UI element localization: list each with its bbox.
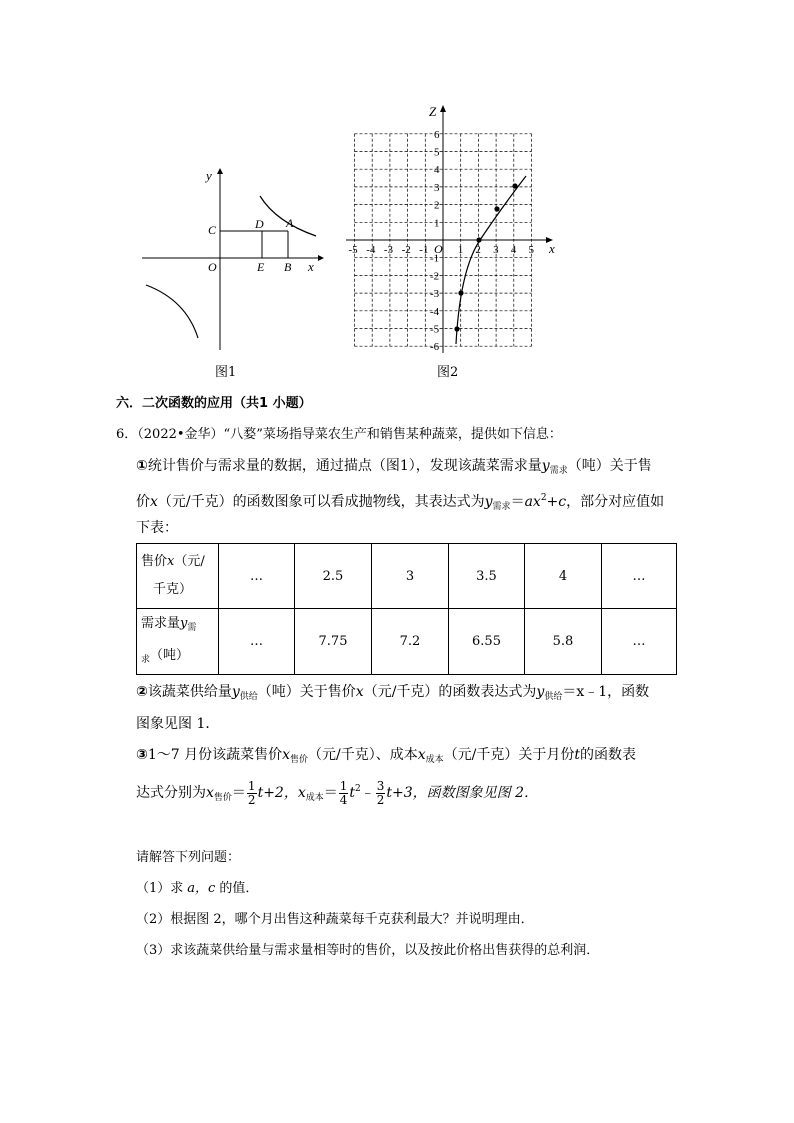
fig1-hyperbola-lower	[146, 285, 198, 338]
item2-line2: 图象见图 1．	[136, 716, 220, 732]
term-c: +c	[546, 494, 567, 510]
z-tick-label: -6	[430, 341, 440, 354]
z-tick-label: 1	[434, 217, 440, 230]
table-cell: …	[602, 609, 677, 675]
var-y: y	[180, 615, 188, 631]
question-2: （2）根据图 2，哪个月出售这种蔬菜每千克获利最大？并说明理由．	[136, 912, 534, 927]
z-tick-label: -4	[430, 305, 440, 318]
equation: ＝x﹣1	[562, 684, 608, 700]
fig1-x-arrow-icon	[318, 255, 324, 261]
fraction	[376, 780, 386, 807]
equals: ＝	[323, 785, 338, 801]
subscript: 售价	[290, 755, 309, 765]
z-tick-label: -1	[430, 252, 440, 265]
numerator: 3	[376, 778, 385, 793]
item3-text: 的函数表	[580, 747, 637, 763]
subscript: 供给	[544, 692, 563, 702]
item1-text: （元/千克）的函数图象可以看成抛物线，其表达式为	[157, 494, 485, 510]
item2-text: ，函数	[607, 684, 650, 700]
fig2-label-x: x	[549, 241, 555, 256]
table-row	[137, 544, 677, 609]
problem-number: 6．	[116, 427, 138, 442]
subscript: 成本	[305, 793, 324, 803]
item1-text: 价	[136, 494, 150, 510]
problem-intro: “八婺”菜场指导菜农生产和销售某种蔬菜，提供如下信息：	[223, 427, 562, 442]
fig1-caption: 图1	[215, 365, 237, 380]
fig2-z-arrow-icon	[440, 105, 446, 112]
item2-text: （元/千克）的函数表达式为	[363, 684, 537, 700]
superscript: 2	[540, 493, 547, 503]
fraction	[247, 780, 257, 807]
z-tick-label: -3	[430, 288, 440, 301]
equals: ＝	[510, 494, 525, 510]
subscript: 求	[141, 654, 151, 665]
fig1-y-arrow-icon	[217, 168, 223, 174]
item1-text: ，部分对应值如	[566, 494, 665, 510]
figure-2	[340, 100, 570, 360]
var-x: x	[297, 785, 306, 801]
subscript: 供给	[239, 692, 258, 702]
table-header-cell	[137, 544, 219, 609]
var-x: x	[282, 747, 291, 763]
x-tick-label: 4	[510, 244, 517, 256]
var-t: t	[574, 747, 581, 763]
item1-line2	[136, 488, 664, 517]
problem-header	[116, 425, 562, 445]
subscript: 成本	[425, 755, 444, 765]
z-tick-label: 3	[434, 181, 440, 194]
var-y: y	[484, 494, 493, 510]
x-tick-label: -1	[419, 244, 429, 256]
var-y: y	[536, 684, 545, 700]
fraction	[339, 780, 349, 807]
subscript: 售价	[213, 793, 232, 803]
z-tick-label: 2	[434, 199, 440, 212]
z-tick-label: -2	[430, 270, 440, 283]
z-tick-label: 4	[434, 164, 440, 177]
fig2-caption: 图2	[437, 365, 459, 380]
fig2-label-origin: O	[434, 242, 443, 256]
var-x: x	[355, 684, 364, 700]
numerator: 1	[247, 778, 256, 793]
item3-text: 达式分别为	[136, 785, 206, 801]
var-x: x	[167, 554, 175, 569]
item3-text: （元/千克）、成本	[308, 747, 418, 763]
table-row	[137, 609, 677, 675]
item1-text: 统计售价与需求量的数据，通过描点（图1），发现该蔬菜需求量	[147, 458, 542, 474]
table-cell: …	[219, 544, 295, 609]
subscript: 需求	[549, 466, 568, 476]
denominator: 2	[376, 792, 385, 807]
header-text: 需求量	[141, 615, 181, 631]
question-text: （1）求	[136, 881, 184, 896]
fig2-label-z: Z	[429, 104, 437, 119]
fig1-label-y: y	[206, 168, 212, 183]
superscript: 2	[355, 784, 361, 794]
fig2-z-ticks	[430, 129, 440, 353]
header-text: 千克）	[153, 582, 193, 597]
x-tick-label: 3	[493, 244, 499, 256]
header-text: 售价	[141, 554, 168, 569]
header-text: （吨）	[150, 647, 190, 663]
x-tick-label: -2	[401, 244, 411, 256]
fig1-label-o: O	[208, 260, 217, 274]
x-tick-label: 5	[528, 244, 534, 256]
term-ax: ax	[524, 494, 541, 510]
minus: ﹣	[360, 785, 375, 801]
question-text: 的值．	[219, 881, 259, 896]
item2-marker: ②	[136, 684, 148, 700]
equals: ＝	[231, 785, 246, 801]
data-table	[136, 543, 677, 675]
figure-1	[138, 160, 328, 360]
x-tick-label: -5	[348, 244, 358, 256]
table-cell: …	[219, 609, 295, 675]
x-tick-label: 2	[475, 244, 481, 256]
item3-line1	[136, 745, 636, 770]
fig1-label-d: D	[255, 217, 264, 231]
z-tick-label: 6	[434, 128, 440, 141]
question-vars: a，c	[187, 881, 216, 896]
x-tick-label: -4	[366, 244, 376, 256]
var-t: t	[349, 785, 356, 801]
table-cell: …	[602, 544, 677, 609]
table-cell: 7.2	[372, 609, 449, 675]
var-y: y	[231, 684, 240, 700]
problem-source: （2022•金华）	[137, 427, 224, 442]
item2-text: （吨）关于售价	[257, 684, 356, 700]
fig1-label-e: E	[257, 260, 265, 274]
fig2-point	[476, 237, 481, 242]
item1-text: （吨）关于售	[567, 458, 652, 474]
subscript: 需	[187, 622, 197, 633]
fig2-point	[458, 290, 463, 295]
table-cell: 3	[372, 544, 449, 609]
fig1-label-c: C	[208, 223, 217, 237]
table-cell: 4	[525, 544, 602, 609]
item3-marker: ③	[136, 747, 148, 763]
item3-text: （元/千克）关于月份	[443, 747, 575, 763]
section-title: 六．二次函数的应用（共1 小题）	[116, 396, 312, 411]
item1-marker: ①	[136, 458, 148, 474]
denominator: 2	[247, 792, 256, 807]
fig1-label-b: B	[284, 260, 292, 274]
fig2-point	[512, 183, 517, 188]
z-tick-label: 5	[434, 146, 440, 159]
item2-text: 该蔬菜供给量	[147, 684, 232, 700]
subscript: 需求	[492, 502, 511, 512]
fig2-curve	[456, 176, 526, 344]
question-3: （3）求该蔬菜供给量与需求量相等时的售价，以及按此价格出售获得的总利润．	[136, 943, 600, 958]
item2-line1	[136, 682, 649, 707]
x-tick-label: 1	[457, 244, 464, 256]
numerator: 1	[339, 778, 348, 793]
x-tick-label: -3	[383, 244, 394, 256]
item1-line3: 下表：	[136, 520, 178, 536]
var-x: x	[150, 494, 158, 510]
fig1-label-x: x	[308, 259, 314, 274]
table-cell: 6.55	[449, 609, 525, 675]
fig1-label-a: A	[286, 216, 294, 230]
z-tick-label: -5	[430, 323, 440, 336]
table-header-cell	[137, 609, 219, 675]
expression: t+2，	[257, 785, 298, 801]
fig2-point	[494, 206, 499, 211]
var-x: x	[206, 785, 214, 801]
table-cell: 5.8	[525, 609, 602, 675]
item3-text: 1～7 月份该蔬菜售价	[147, 747, 283, 763]
questions-prompt: 请解答下列问题：	[136, 850, 241, 865]
fig2-point	[454, 326, 459, 331]
table-cell: 3.5	[449, 544, 525, 609]
item3-line2	[136, 772, 538, 815]
table-cell: 7.75	[295, 609, 372, 675]
item1-line1	[136, 456, 652, 481]
table-cell: 2.5	[295, 544, 372, 609]
expression: t+3，函数图象见图 2．	[386, 785, 539, 801]
question-1	[136, 879, 258, 899]
var-y: y	[541, 458, 550, 474]
header-text: （元/	[174, 554, 205, 569]
denominator: 4	[339, 792, 348, 807]
var-x: x	[417, 747, 426, 763]
